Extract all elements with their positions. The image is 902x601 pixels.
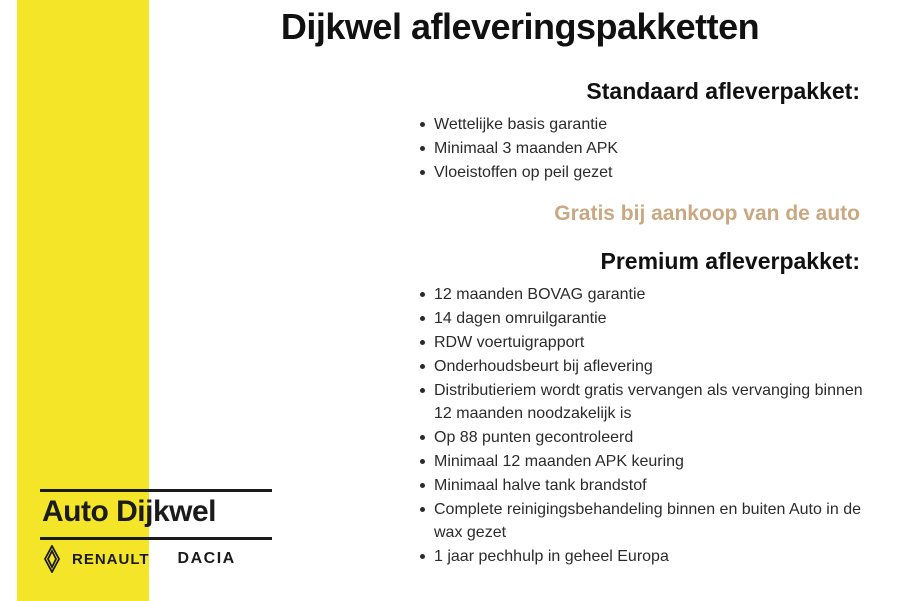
renault-label: RENAULT [72, 550, 150, 568]
list-item: 14 dagen omruilgarantie [420, 307, 874, 330]
renault-diamond-icon [42, 545, 62, 573]
standard-package-heading: Standaard afleverpakket: [586, 78, 860, 104]
list-item: Vloeistoffen op peil gezet [420, 161, 874, 184]
premium-package-heading: Premium afleverpakket: [600, 248, 860, 274]
list-item: Wettelijke basis garantie [420, 113, 874, 136]
logo-wordmark: Auto Dijkwel [42, 495, 217, 528]
list-item: Op 88 punten gecontroleerd [420, 426, 874, 449]
promo-text: Gratis bij aankoop van de auto [554, 202, 860, 225]
list-item: RDW voertuigrapport [420, 331, 874, 354]
list-item: Minimaal halve tank brandstof [420, 474, 874, 497]
premium-package-list [160, 283, 880, 568]
standard-package-list [160, 113, 880, 184]
list-item: Onderhoudsbeurt bij aflevering [420, 355, 874, 378]
list-item: Distributieriem wordt gratis vervangen als vervanging binnen 12 maanden noodzakelijk is [420, 379, 874, 425]
dacia-label: DACIA [177, 550, 236, 567]
list-item: Minimaal 3 maanden APK [420, 137, 874, 160]
poster-content [160, 0, 880, 569]
list-item: 12 maanden BOVAG garantie [420, 283, 874, 306]
list-item: Complete reinigingsbehandeling binnen en buiten Auto in de wax gezet [420, 498, 874, 544]
list-item: Minimaal 12 maanden APK keuring [420, 450, 874, 473]
list-item: 1 jaar pechhulp in geheel Europa [420, 545, 874, 568]
page-title: Dijkwel afleveringspakketten [280, 6, 760, 47]
